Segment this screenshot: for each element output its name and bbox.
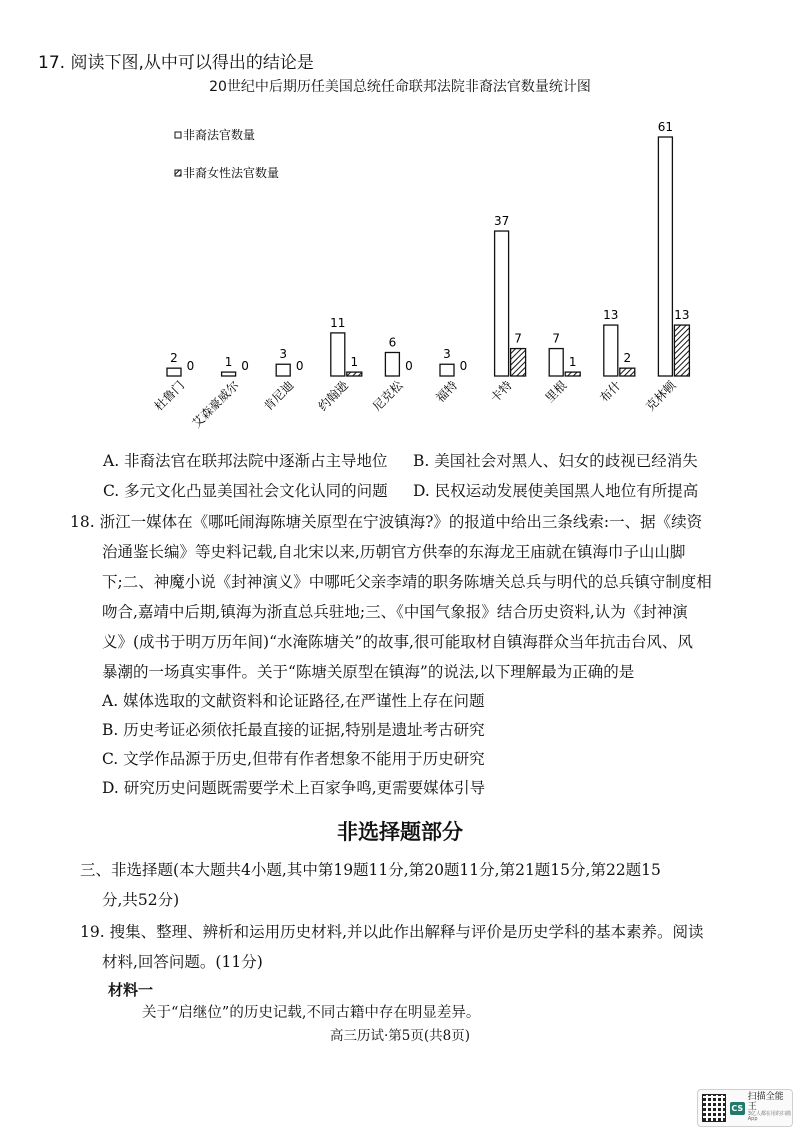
data-label-total: 1 xyxy=(224,355,233,370)
bar-total xyxy=(167,368,181,376)
q18-line-6: 暴潮的一场真实事件。关于“陈塘关原型在镇海”的说法,以下理解最为正确的是 xyxy=(102,663,635,681)
data-label-female: 0 xyxy=(186,359,195,373)
chart-legend xyxy=(175,127,279,180)
legend-label-total: 非裔法官数量 xyxy=(183,128,256,142)
bar-total xyxy=(604,325,618,376)
bar-female xyxy=(511,349,526,376)
legend-swatch-female xyxy=(175,170,181,176)
q17-option-b: B. 美国社会对黑人、妇女的歧视已经消失 xyxy=(413,452,698,470)
scanner-badge xyxy=(697,1089,793,1127)
chart-title: 20世纪中后期历任美国总统任命联邦法院非裔法官数量统计图 xyxy=(209,79,591,95)
question-17-stem: 17. 阅读下图,从中可以得出的结论是 xyxy=(38,53,314,73)
scanner-logo: CS xyxy=(731,1103,744,1113)
bar-total xyxy=(495,231,509,376)
q18-line-5: 义》(成书于明万历年间)“水淹陈塘关”的故事,很可能取材自镇海群众当年抗击台风、风 xyxy=(102,633,693,651)
data-label-female: 1 xyxy=(568,355,577,370)
category-tick-label: 肯尼迪 xyxy=(260,378,297,414)
category-tick-label: 尼克松 xyxy=(370,378,406,414)
bar-total xyxy=(331,333,345,376)
category-tick-label: 福特 xyxy=(433,378,461,406)
bar-female xyxy=(674,325,689,376)
data-label-female: 0 xyxy=(295,359,304,373)
category-tick-label: 约翰逊 xyxy=(315,378,351,414)
data-label-female: 0 xyxy=(459,359,468,373)
legend-label-female: 非裔女性法官数量 xyxy=(183,166,280,180)
q18-line-2: 治通鉴长编》等史料记载,自北宋以来,历朝官方供奉的东海龙王庙就在镇海巾子山山脚 xyxy=(102,543,686,561)
q19-line-2: 材料,回答问题。(11分) xyxy=(102,953,263,971)
bar-total xyxy=(440,364,454,376)
bar-female xyxy=(620,368,635,376)
data-label-total: 11 xyxy=(330,315,346,330)
bar-total xyxy=(385,352,399,376)
data-label-total: 3 xyxy=(279,347,288,362)
q17-option-a: A. 非裔法官在联邦法院中逐渐占主导地位 xyxy=(103,452,388,470)
bar-total xyxy=(276,364,290,376)
category-tick-label: 杜鲁门 xyxy=(151,378,188,414)
bar-female xyxy=(565,372,580,376)
legend-swatch-total xyxy=(175,132,181,138)
scanner-app-name: 扫描全能王 xyxy=(747,1092,784,1112)
data-label-female: 0 xyxy=(405,359,413,373)
data-label-total: 37 xyxy=(493,214,510,229)
bar-female xyxy=(347,372,362,376)
bar-total xyxy=(222,372,236,376)
category-tick-label: 卡特 xyxy=(487,378,515,406)
part3-line-2: 分,共52分) xyxy=(102,891,180,909)
section-title: 非选择题部分 xyxy=(337,820,463,844)
bar-total xyxy=(658,137,672,376)
data-label-female: 13 xyxy=(674,308,690,323)
category-tick-label: 艾森豪威尔 xyxy=(189,378,242,431)
data-label-total: 13 xyxy=(603,308,619,323)
category-tick-label: 布什 xyxy=(597,378,624,406)
category-tick-label: 里根 xyxy=(542,378,570,406)
q18-line-3: 下;二、神魔小说《封神演义》中哪吒父亲李靖的职务陈塘关总兵与明代的总兵镇守制度相 xyxy=(102,573,712,591)
data-label-female: 2 xyxy=(623,351,632,366)
q19-material-text: 关于“启继位”的历史记载,不同古籍中存在明显差异。 xyxy=(142,1005,481,1021)
q18-line-1: 18. 浙江一媒体在《哪吒闹海陈塘关原型在宁波镇海?》的报道中给出三条线索:一、据《续资 xyxy=(70,513,703,531)
q19-material-label: 材料一 xyxy=(108,981,154,999)
scanner-app-tagline: 3亿人都在用的扫描App xyxy=(747,1111,791,1123)
page-footer: 高三历试·第5页(共8页) xyxy=(329,1028,470,1044)
q18-line-4: 吻合,嘉靖中后期,镇海为浙直总兵驻地;三、《中国气象报》结合历史资料,认为《封神演 xyxy=(102,603,688,621)
bar-chart xyxy=(0,100,800,445)
data-label-female: 1 xyxy=(350,355,359,370)
data-label-female: 7 xyxy=(514,331,522,346)
q18-option-d: D. 研究历史问题既需要学术上百家争鸣,更需要媒体引导 xyxy=(102,779,486,797)
q18-option-a: A. 媒体选取的文献资料和论证路径,在严谨性上存在问题 xyxy=(102,692,485,710)
bar-total xyxy=(549,349,563,376)
data-label-female: 0 xyxy=(241,359,249,373)
q18-option-c: C. 文学作品源于历史,但带有作者想象不能用于历史研究 xyxy=(102,750,485,768)
data-label-total: 6 xyxy=(388,335,397,350)
qr-code-icon xyxy=(702,1094,726,1122)
q19-line-1: 19. 搜集、整理、辨析和运用历史材料,并以此作出解释与评价是历史学科的基本素养。阅读 xyxy=(80,923,704,941)
category-tick-label: 克林顿 xyxy=(643,378,679,414)
data-label-total: 61 xyxy=(657,120,674,134)
q18-option-b: B. 历史考证必须依托最直接的证据,特别是遗址考古研究 xyxy=(102,721,485,739)
part3-line-1: 三、非选择题(本大题共4小题,其中第19题11分,第20题11分,第21题15分,第22题15 xyxy=(80,861,661,879)
data-label-total: 2 xyxy=(170,351,178,366)
q17-option-c: C. 多元文化凸显美国社会文化认同的问题 xyxy=(103,482,388,500)
data-label-total: 3 xyxy=(443,347,451,362)
q17-option-d: D. 民权运动发展使美国黑人地位有所提高 xyxy=(413,482,699,500)
data-label-total: 7 xyxy=(552,331,561,346)
